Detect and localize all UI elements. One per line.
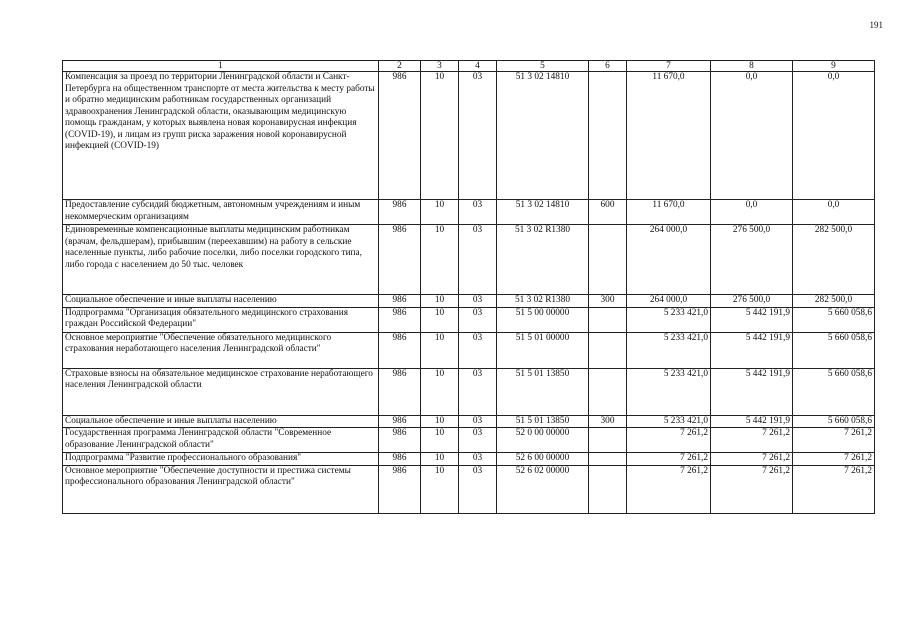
cell-value: 5 233 421,0 xyxy=(627,332,711,368)
cell-subsection: 03 xyxy=(459,307,497,332)
cell-value: 0,0 xyxy=(793,72,875,200)
cell-section: 10 xyxy=(421,307,459,332)
cell-ministry: 986 xyxy=(379,465,421,513)
header-cell: 2 xyxy=(379,61,421,72)
cell-ministry: 986 xyxy=(379,225,421,295)
cell-ministry: 986 xyxy=(379,72,421,200)
budget-table xyxy=(62,60,875,514)
cell-value: 7 261,2 xyxy=(793,453,875,466)
cell-value: 276 500,0 xyxy=(711,225,793,295)
table-row xyxy=(63,225,875,295)
cell-target: 51 3 02 R1380 xyxy=(497,225,589,295)
cell-value: 276 500,0 xyxy=(711,295,793,308)
cell-subsection: 03 xyxy=(459,200,497,225)
cell-expense-type: 600 xyxy=(589,200,627,225)
row-name: Компенсация за проезд по территории Ленинградской области и Санкт-Петербурга на общественном транспорте от места жительства к месту работы и обратно медицинским работникам государственных организаций здравоохранения Ленинградской области, оказывающим медицинскую помощь гражданам, у которых выявлена новая коронавирусная инфекция (COVID-19), и лицам из групп риска заражения новой коронавирусной инфекцией (COVID-19) xyxy=(63,72,379,200)
row-name: Социальное обеспечение и иные выплаты населению xyxy=(63,295,379,308)
cell-value: 7 261,2 xyxy=(711,465,793,513)
row-name: Социальное обеспечение и иные выплаты населению xyxy=(63,415,379,428)
cell-value: 5 442 191,9 xyxy=(711,307,793,332)
row-name: Основное мероприятие "Обеспечение доступности и престижа системы профессионального образования Ленинградской области" xyxy=(63,465,379,513)
cell-value: 264 000,0 xyxy=(627,225,711,295)
cell-subsection: 03 xyxy=(459,332,497,368)
cell-subsection: 03 xyxy=(459,225,497,295)
cell-target: 51 5 01 00000 xyxy=(497,332,589,368)
cell-ministry: 986 xyxy=(379,428,421,453)
cell-expense-type xyxy=(589,453,627,466)
cell-value: 5 660 058,6 xyxy=(793,307,875,332)
cell-value: 11 670,0 xyxy=(627,200,711,225)
header-cell: 4 xyxy=(459,61,497,72)
table-row xyxy=(63,465,875,513)
cell-expense-type xyxy=(589,465,627,513)
cell-expense-type xyxy=(589,307,627,332)
cell-subsection: 03 xyxy=(459,415,497,428)
cell-value: 5 233 421,0 xyxy=(627,415,711,428)
cell-value: 264 000,0 xyxy=(627,295,711,308)
header-row xyxy=(63,61,875,72)
row-name: Единовременные компенсационные выплаты медицинским работникам (врачам, фельдшерам), прибывшим (переехавшим) на работу в сельские населенные пункты, либо рабочие поселки, либо поселки городского типа, либо города с населением до 50 тыс. человек xyxy=(63,225,379,295)
cell-value: 5 442 191,9 xyxy=(711,332,793,368)
cell-value: 5 442 191,9 xyxy=(711,415,793,428)
cell-target: 52 6 02 00000 xyxy=(497,465,589,513)
cell-expense-type xyxy=(589,225,627,295)
table-row xyxy=(63,72,875,200)
row-name: Подпрограмма "Развитие профессионального образования" xyxy=(63,453,379,466)
table-row xyxy=(63,307,875,332)
table-row xyxy=(63,368,875,415)
cell-ministry: 986 xyxy=(379,307,421,332)
table-row xyxy=(63,295,875,308)
cell-ministry: 986 xyxy=(379,415,421,428)
cell-value: 0,0 xyxy=(793,200,875,225)
cell-value: 5 233 421,0 xyxy=(627,307,711,332)
cell-section: 10 xyxy=(421,200,459,225)
cell-ministry: 986 xyxy=(379,200,421,225)
table-row xyxy=(63,332,875,368)
cell-ministry: 986 xyxy=(379,368,421,415)
cell-expense-type xyxy=(589,368,627,415)
cell-ministry: 986 xyxy=(379,332,421,368)
cell-section: 10 xyxy=(421,295,459,308)
cell-target: 51 3 02 14810 xyxy=(497,200,589,225)
cell-expense-type: 300 xyxy=(589,415,627,428)
cell-subsection: 03 xyxy=(459,453,497,466)
cell-subsection: 03 xyxy=(459,368,497,415)
cell-ministry: 986 xyxy=(379,453,421,466)
cell-target: 51 3 02 R1380 xyxy=(497,295,589,308)
cell-section: 10 xyxy=(421,368,459,415)
cell-value: 0,0 xyxy=(711,72,793,200)
cell-value: 5 660 058,6 xyxy=(793,332,875,368)
cell-section: 10 xyxy=(421,428,459,453)
header-cell: 6 xyxy=(589,61,627,72)
cell-target: 51 5 01 13850 xyxy=(497,368,589,415)
cell-section: 10 xyxy=(421,415,459,428)
cell-value: 11 670,0 xyxy=(627,72,711,200)
header-cell: 3 xyxy=(421,61,459,72)
header-cell: 1 xyxy=(63,61,379,72)
cell-target: 51 5 00 00000 xyxy=(497,307,589,332)
cell-value: 7 261,2 xyxy=(793,428,875,453)
cell-section: 10 xyxy=(421,465,459,513)
cell-value: 282 500,0 xyxy=(793,295,875,308)
header-cell: 7 xyxy=(627,61,711,72)
table-row xyxy=(63,453,875,466)
cell-value: 7 261,2 xyxy=(793,465,875,513)
row-name: Государственная программа Ленинградской области "Современное образование Ленинградской области" xyxy=(63,428,379,453)
cell-expense-type xyxy=(589,72,627,200)
cell-expense-type: 300 xyxy=(589,295,627,308)
cell-section: 10 xyxy=(421,72,459,200)
table-row xyxy=(63,200,875,225)
row-name: Основное мероприятие "Обеспечение обязательного медицинского страхования неработающего населения Ленинградской области" xyxy=(63,332,379,368)
header-cell: 8 xyxy=(711,61,793,72)
cell-value: 5 660 058,6 xyxy=(793,415,875,428)
cell-value: 7 261,2 xyxy=(711,453,793,466)
header-cell: 9 xyxy=(793,61,875,72)
cell-target: 52 6 00 00000 xyxy=(497,453,589,466)
row-name: Страховые взносы на обязательное медицинское страхование неработающего населения Ленинградской области xyxy=(63,368,379,415)
cell-ministry: 986 xyxy=(379,295,421,308)
row-name: Подпрограмма "Организация обязательного медицинского страхования граждан Российской Федерации" xyxy=(63,307,379,332)
cell-target: 52 0 00 00000 xyxy=(497,428,589,453)
cell-expense-type xyxy=(589,332,627,368)
table-row xyxy=(63,415,875,428)
cell-subsection: 03 xyxy=(459,72,497,200)
cell-value: 7 261,2 xyxy=(627,428,711,453)
cell-value: 5 660 058,6 xyxy=(793,368,875,415)
cell-value: 5 233 421,0 xyxy=(627,368,711,415)
cell-subsection: 03 xyxy=(459,295,497,308)
cell-expense-type xyxy=(589,428,627,453)
cell-section: 10 xyxy=(421,225,459,295)
cell-target: 51 3 02 14810 xyxy=(497,72,589,200)
cell-subsection: 03 xyxy=(459,428,497,453)
cell-value: 0,0 xyxy=(711,200,793,225)
row-name: Предоставление субсидий бюджетным, автономным учреждениям и иным некоммерческим организациям xyxy=(63,200,379,225)
cell-section: 10 xyxy=(421,453,459,466)
cell-target: 51 5 01 13850 xyxy=(497,415,589,428)
cell-subsection: 03 xyxy=(459,465,497,513)
page-number: 191 xyxy=(869,20,883,30)
table-row xyxy=(63,428,875,453)
cell-section: 10 xyxy=(421,332,459,368)
header-cell: 5 xyxy=(497,61,589,72)
cell-value: 7 261,2 xyxy=(627,465,711,513)
cell-value: 7 261,2 xyxy=(627,453,711,466)
cell-value: 7 261,2 xyxy=(711,428,793,453)
cell-value: 5 442 191,9 xyxy=(711,368,793,415)
cell-value: 282 500,0 xyxy=(793,225,875,295)
